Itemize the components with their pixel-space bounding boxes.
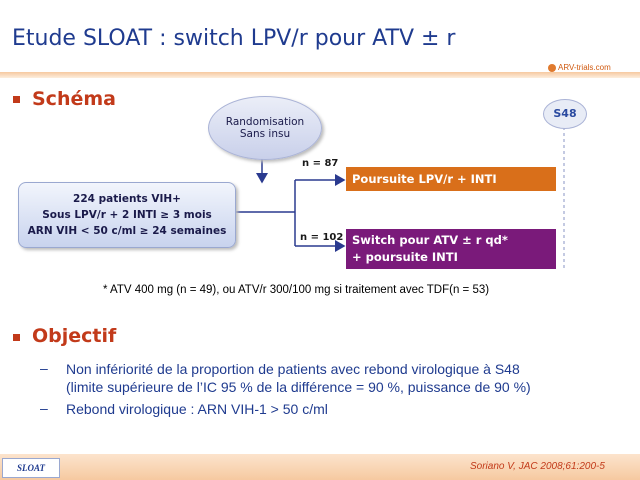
schema-footnote: * ATV 400 mg (n = 49), ou ATV/r 300/100 mg si traitement avec TDF(n = 53) bbox=[103, 284, 490, 296]
objectif-heading: Objectif bbox=[32, 325, 117, 347]
randomisation-line-1: Randomisation bbox=[225, 116, 305, 128]
objectif-item-1-line-2: (limite supérieure de l’IC 95 % de la différence = 90 %, puissance de 90 %) bbox=[66, 379, 531, 395]
randomisation-ellipse bbox=[208, 96, 322, 160]
objectif-item-1 bbox=[66, 360, 531, 396]
arm2-label-line-2: + poursuite INTI bbox=[352, 250, 458, 264]
population-line-1: 224 patients VIH+ bbox=[73, 193, 181, 205]
arm2-n-label: n = 102 bbox=[300, 232, 344, 243]
population-line-2: Sous LPV/r + 2 INTI ≥ 3 mois bbox=[42, 209, 212, 221]
study-tag: SLOAT bbox=[2, 458, 60, 478]
population-line-3: ARN VIH < 50 c/ml ≥ 24 semaines bbox=[27, 225, 227, 237]
objectif-item-1-line-1: Non infériorité de la proportion de patients avec rebond virologique à S48 bbox=[66, 361, 520, 377]
arm1-box bbox=[346, 167, 556, 191]
bullet-square-icon bbox=[13, 334, 20, 341]
objectif-item-2-line-1: Rebond virologique : ARN VIH-1 > 50 c/ml bbox=[66, 401, 328, 417]
arm2-label-line-1: Switch pour ATV ± r qd* bbox=[352, 233, 508, 247]
dash-bullet-icon: – bbox=[40, 360, 48, 376]
schema-heading: Schéma bbox=[32, 88, 116, 110]
logo-text: ARV-trials.com bbox=[558, 63, 611, 72]
population-box bbox=[18, 182, 236, 248]
arm2-box bbox=[346, 229, 556, 269]
dash-bullet-icon: – bbox=[40, 400, 48, 416]
slide-title: Etude SLOAT : switch LPV/r pour ATV ± r bbox=[12, 26, 456, 51]
arm1-n-label: n = 87 bbox=[302, 158, 339, 169]
arm1-label: Poursuite LPV/r + INTI bbox=[352, 172, 497, 186]
reference-citation: Soriano V, JAC 2008;61:200-5 bbox=[470, 461, 605, 472]
randomisation-line-2: Sans insu bbox=[239, 128, 291, 140]
objectif-item-2 bbox=[66, 400, 328, 418]
s48-timepoint: S48 bbox=[543, 99, 587, 129]
